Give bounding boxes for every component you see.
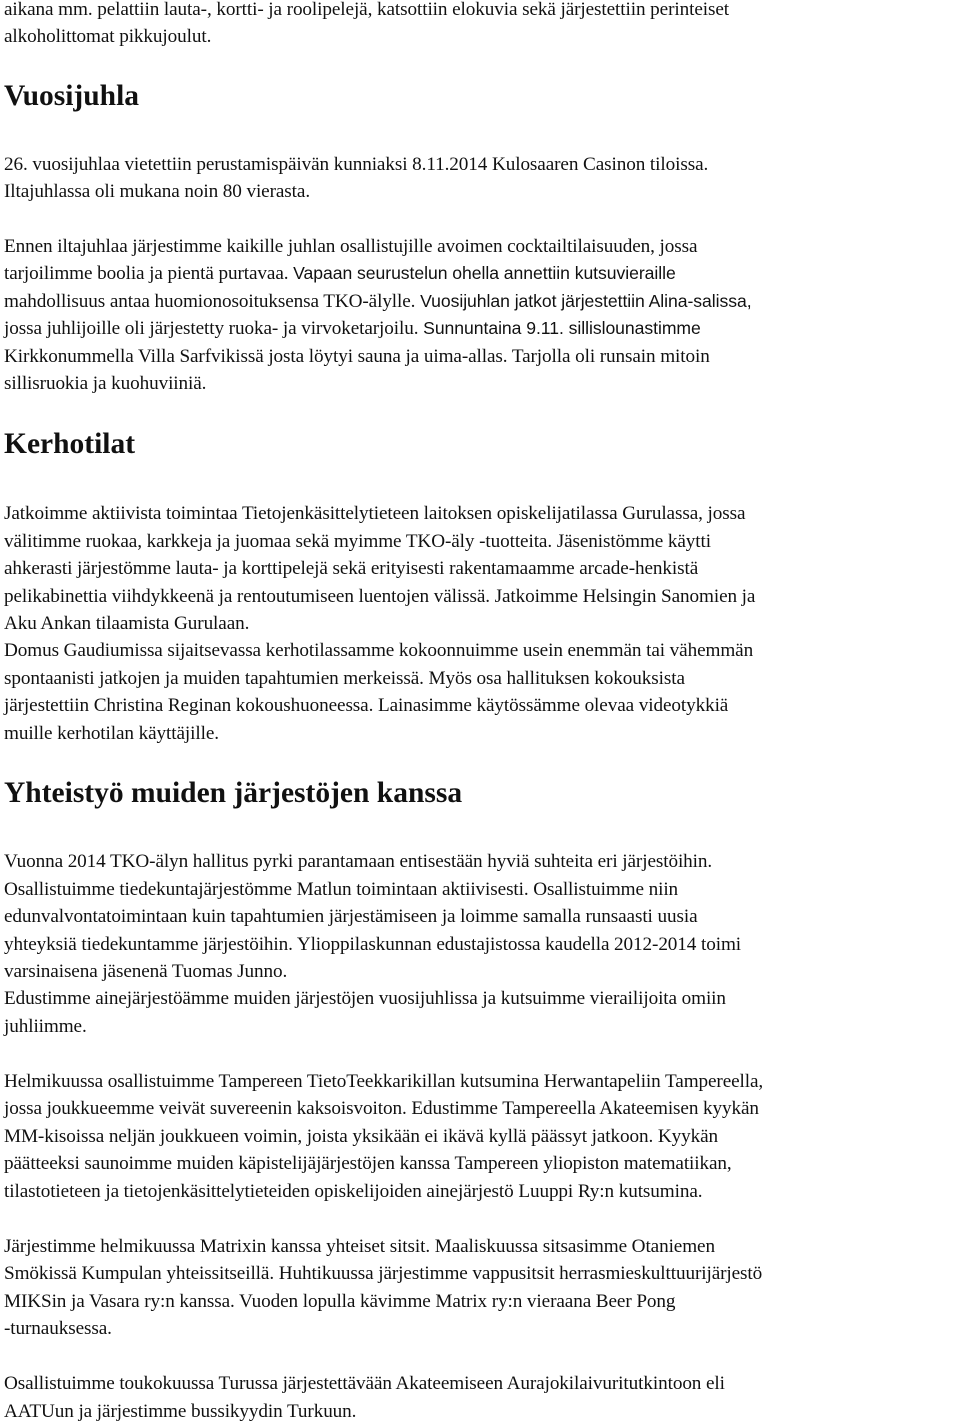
text-fragment: Tarjolla oli runsain mitoin <box>511 346 710 367</box>
text-line: edunvalvontatoimintaan kuin tapahtumien järjestämiseen ja loimme samalla runsaasti uusia <box>4 906 698 927</box>
text-fragment: Ennen iltajuhlaa järjestimme kaikille juhlan osallistujille avoimen cocktailtilaisuuden, jossa <box>4 236 698 257</box>
text-line: Osallistuimme tiedekuntajärjestömme Matlun toimintaan aktiivisesti. Osallistuimme niin <box>4 879 679 900</box>
text-line <box>4 233 697 260</box>
text-line: MM-kisoissa neljän joukkueen voimin, joista yksikään ei ikävä kyllä päässyt jatkoon. Kyykän <box>4 1126 719 1147</box>
text-fragment: Vapaan seurustelun ohella annettiin kutsuvieraille <box>293 263 676 283</box>
text-line: välitimme ruokaa, karkkeja ja juomaa sekä myimme TKO-äly -tuotteita. Jäsenistömme käytti <box>4 531 711 552</box>
text-line: jossa joukkueemme veivät suvereenin kaksoisvoiton. Edustimme Tampereella Akateemisen kyykän <box>4 1098 759 1119</box>
text-line: MIKSin ja Vasara ry:n kanssa. Vuoden lopulla kävimme Matrix ry:n vieraana Beer Pong <box>4 1291 676 1312</box>
text-line: 26. vuosijuhlaa vietettiin perustamispäivän kunniaksi 8.11.2014 Kulosaaren Casinon tiloissa. <box>4 154 709 175</box>
text-line: tilastotieteen ja tietojenkäsittelytieteiden opiskelijoiden ainejärjestö Luuppi Ry:n kutsumina. <box>4 1181 703 1202</box>
text-line: pelikabinettia viihdykkeenä ja rentoutumiseen luentojen välissä. Jatkoimme Helsingin Sanomien ja <box>4 586 756 607</box>
text-line: alkoholittomat pikkujoulut. <box>4 26 212 47</box>
text-line: -turnauksessa. <box>4 1318 112 1339</box>
text-line <box>4 315 701 342</box>
text-line: päätteeksi saunoimme muiden käpistelijäjärjestöjen kanssa Tampereen yliopiston matematiikan, <box>4 1153 732 1174</box>
section-heading-yhteistyo: Yhteistyö muiden järjestöjen kanssa <box>4 777 463 809</box>
text-fragment: tarjoilimme boolia ja pientä purtavaa. <box>4 263 294 284</box>
text-fragment: Kirkkonummella Villa Sarfvikissä josta löytyi sauna ja uima-allas. <box>4 346 512 367</box>
text-fragment: mahdollisuus antaa huomionosoituksensa TKO-älylle. <box>4 291 421 312</box>
text-fragment: jossa juhlijoille oli järjestetty ruoka- ja virvoketarjoilu. <box>4 318 424 339</box>
text-line: Aku Ankan tilaamista Gurulaan. <box>4 613 250 634</box>
text-line: ahkerasti järjestömme lauta- ja korttipelejä sekä erityisesti rakentamaamme arcade-henkistä <box>4 558 699 579</box>
text-line: Smökissä Kumpulan yhteissitseillä. Huhtikuussa järjestimme vappusitsit herrasmieskulttuurijärjestö <box>4 1263 763 1284</box>
section-heading-vuosijuhla: Vuosijuhla <box>4 80 140 112</box>
text-line: järjestettiin Christina Reginan kokoushuoneessa. Lainasimme käytössämme olevaa videotykkiä <box>4 695 729 716</box>
text-line <box>4 288 752 315</box>
text-line: yhteyksiä tiedekuntamme järjestöihin. Ylioppilaskunnan edustajistossa kaudella 2012-2014 toimi <box>4 934 742 955</box>
section-heading-kerhotilat: Kerhotilat <box>4 428 136 460</box>
text-line: Järjestimme helmikuussa Matrixin kanssa yhteiset sitsit. Maaliskuussa sitsasimme Otaniemen <box>4 1236 715 1257</box>
text-line: aikana mm. pelattiin lauta-, kortti- ja roolipelejä, katsottiin elokuvia sekä järjestettiin perinteiset <box>4 0 729 20</box>
text-fragment: Sunnuntaina 9.11. sillislounastimme <box>423 318 701 338</box>
text-line <box>4 260 676 287</box>
text-line: Vuonna 2014 TKO-älyn hallitus pyrki parantamaan entisestään hyviä suhteita eri järjestöihin. <box>4 851 713 872</box>
text-line <box>4 343 710 370</box>
text-line: spontaanisti jatkojen ja muiden tapahtumien merkeissä. Myös osa hallituksen kokouksista <box>4 668 685 689</box>
text-fragment: sillisruokia ja kuohuviiniä. <box>4 373 207 394</box>
text-line: AATUun ja järjestimme bussikyydin Turkuun. <box>4 1401 357 1422</box>
text-line: juhliimme. <box>4 1016 87 1037</box>
text-fragment: Vuosijuhlan jatkot järjestettiin Alina-salissa, <box>420 291 752 311</box>
text-line: varsinaisena jäsenenä Tuomas Junno. <box>4 961 288 982</box>
text-line: Edustimme ainejärjestöämme muiden järjestöjen vuosijuhlissa ja kutsuimme vierailijoita omiin <box>4 988 726 1009</box>
text-line: Osallistuimme toukokuussa Turussa järjestettävään Akateemiseen Aurajokilaivuritutkintoon eli <box>4 1373 725 1394</box>
text-line: Domus Gaudiumissa sijaitsevassa kerhotilassamme kokoonnuimme usein enemmän tai vähemmän <box>4 640 754 661</box>
text-line: Iltajuhlassa oli mukana noin 80 vierasta. <box>4 181 311 202</box>
text-line <box>4 370 206 397</box>
text-line: Helmikuussa osallistuimme Tampereen TietoTeekkarikillan kutsumina Herwantapeliin Tampereella, <box>4 1071 764 1092</box>
text-line: muille kerhotilan käyttäjille. <box>4 723 219 744</box>
text-line: Jatkoimme aktiivista toimintaa Tietojenkäsittelytieteen laitoksen opiskelijatilassa Gurulassa, jossa <box>4 503 746 524</box>
